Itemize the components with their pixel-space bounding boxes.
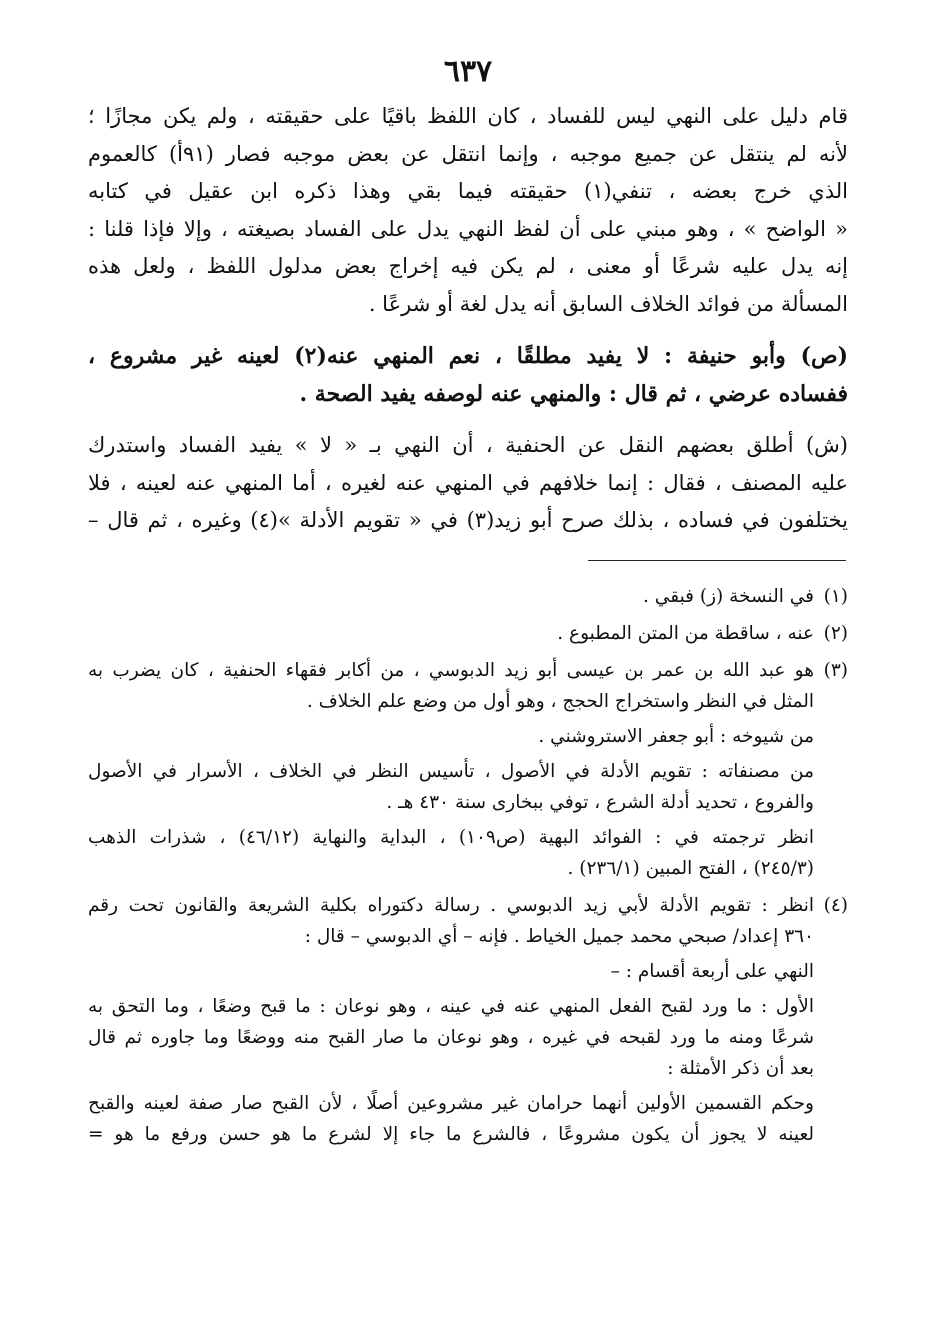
document-page xyxy=(88,48,848,1328)
footnote-sub xyxy=(88,721,848,752)
footnote-line: الأول : ما ورد لقبح الفعل المنهي عنه في عينه ، وهو نوعان : ما قبح وضعًا ، وما التحق به xyxy=(88,995,814,1017)
paragraph-line: قام دليل على النهي ليس للفساد ، كان اللفظ باقيًا على حقيقته ، ولم يكن مجازًا ؛ xyxy=(88,104,848,128)
footnote-line: لعينه لا يجوز أن يكون مشروعًا ، فالشرع ما جاء إلا لشرع ما هو حسن ورفع ما هو = xyxy=(88,1123,814,1145)
paragraph-1 xyxy=(88,98,848,323)
footnote-sub xyxy=(88,822,848,884)
page-number: ٦٣٧ xyxy=(443,54,493,89)
footnote-line: من شيوخه : أبو جعفر الاستروشني . xyxy=(538,725,814,747)
matn-paragraph xyxy=(88,337,848,413)
paragraph-line: الذي خرج بعضه ، تنفي(١) حقيقته فيما بقي وهذا ذكره ابن عقيل في كتابه xyxy=(88,179,848,203)
footnote-3 xyxy=(88,655,848,884)
footnote-line: انظر : تقويم الأدلة لأبي زيد الدبوسي . رسالة دكتوراه بكلية الشريعة والقانون تحت رقم xyxy=(88,894,814,916)
footnote-number: (١) xyxy=(823,585,848,607)
paragraph-line: « الواضح » ، وهو مبني على أن لفظ النهي يدل على الفساد بصيغته ، وإلا فإذا قلنا : xyxy=(88,216,848,241)
footnote-line: من مصنفاته : تقويم الأدلة في الأصول ، تأسيس النظر في الخلاف ، الأسرار في الأصول xyxy=(88,760,814,782)
footnote-line: عنه ، ساقطة من المتن المطبوع . xyxy=(557,622,814,644)
paragraph-line: لأنه لم ينتقل عن جميع موجبه ، وإنما انتقل عن بعض موجبه فصار (٩١أ) كالعموم xyxy=(88,141,848,166)
sharh-paragraph xyxy=(88,427,848,540)
footnote-sub xyxy=(88,991,848,1084)
matn-line: ففساده عرضي ، ثم قال : والمنهي عنه لوصفه يفيد الصحة . xyxy=(299,381,848,407)
paragraph-line: يختلفون في فساده ، بذلك صرح أبو زيد(٣) في « تقويم الأدلة »(٤) وغيره ، ثم قال – xyxy=(88,508,848,532)
footnote-sub xyxy=(88,1088,848,1150)
footnote-sub xyxy=(88,756,848,818)
footnote-4 xyxy=(88,890,848,1150)
footnote-line: وحكم القسمين الأولين أنهما حرامان غير مشروعين أصلًا ، لأن القبح صار صفة لعينه والقبح xyxy=(88,1092,814,1114)
footnote-line: (٢٤٥/٣) ، الفتح المبين (٢٣٦/١) . xyxy=(567,857,814,879)
footnote-line: انظر ترجمته في : الفوائد البهية (ص١٠٩) ، البداية والنهاية (٤٦/١٢) ، شذرات الذهب xyxy=(88,826,814,848)
footnote-divider xyxy=(588,560,846,561)
footnote-line: ٣٦٠ إعداد/ صبحي محمد جميل الخياط . فإنه – أي الدبوسي – قال : xyxy=(304,925,814,947)
footnote-line: المثل في النظر واستخراج الحجج ، وهو أول من وضع علم الخلاف . xyxy=(306,690,814,712)
paragraph-line: عليه المصنف ، فقال : إنما خلافهم في المنهي عنه لغيره ، أما المنهي عنه لعينه ، فلا xyxy=(88,470,848,495)
footnote-line: بعد أن ذكر الأمثلة : xyxy=(667,1057,814,1079)
footnote-2 xyxy=(88,618,848,649)
footnote-sub xyxy=(88,956,848,987)
footnote-number: (٣) xyxy=(823,659,848,681)
paragraph-line: المسألة من فوائد الخلاف السابق أنه يدل لغة أو شرعًا . xyxy=(368,291,848,316)
paragraph-line: إنه يدل عليه شرعًا أو معنى ، لم يكن فيه إخراج بعض مدلول اللفظ ، ولعل هذه xyxy=(88,254,848,278)
footnote-line: النهي على أربعة أقسام : – xyxy=(610,960,814,982)
matn-line: (ص) وأبو حنيفة : لا يفيد مطلقًا ، نعم المنهي عنه(٢) لعينه غير مشروع ، xyxy=(88,343,848,369)
paragraph-line: (ش) أطلق بعضهم النقل عن الحنفية ، أن النهي بـ « لا » يفيد الفساد واستدرك xyxy=(88,433,848,457)
footnote-1 xyxy=(88,581,848,612)
footnote-number: (٢) xyxy=(823,622,848,644)
footnotes xyxy=(88,581,848,1150)
footnote-number: (٤) xyxy=(823,894,848,916)
footnote-line: شرعًا ومنه ما ورد لقبحه في غيره ، وهو نوعان ما صار القبح منه ووضعًا وما جاوره ثم قال xyxy=(88,1026,814,1048)
footnote-line: والفروع ، تحديد أدلة الشرع ، توفي ببخارى سنة ٤٣٠ هـ . xyxy=(386,791,814,813)
footnote-line: في النسخة (ز) فبقي . xyxy=(643,585,814,607)
footnote-line: هو عبد الله بن عمر بن عيسى أبو زيد الدبوسي ، من أكابر فقهاء الحنفية ، كان يضرب به xyxy=(88,659,814,681)
